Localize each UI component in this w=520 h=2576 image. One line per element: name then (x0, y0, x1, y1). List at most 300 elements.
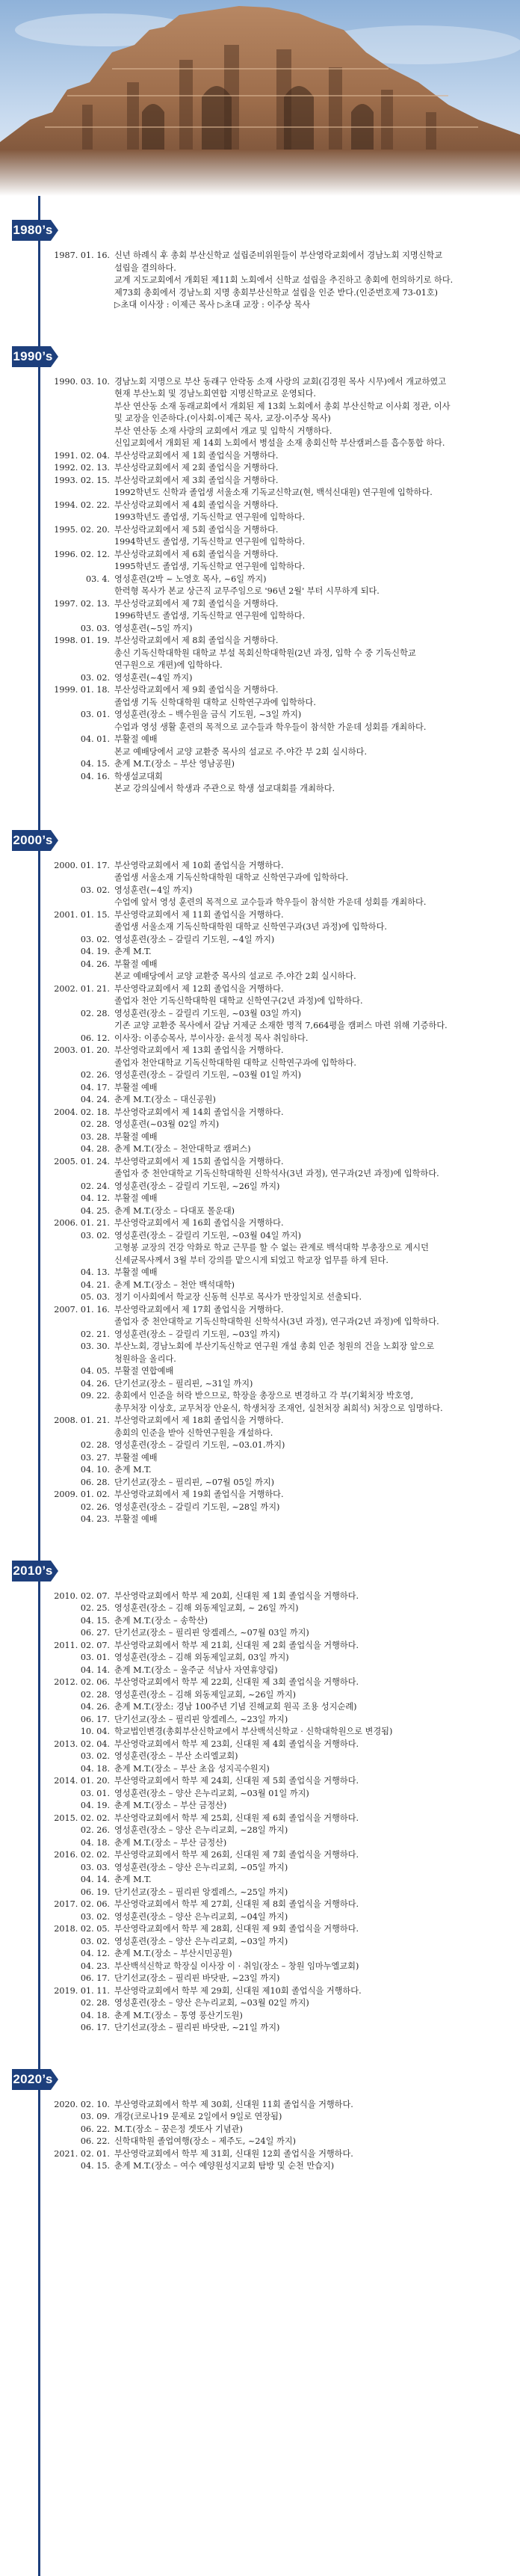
entry-date: 02. 25. (80, 1603, 110, 1613)
entry-text-line: 부활절 예배 (114, 734, 158, 744)
entry-date: 2001. 01. 15. (54, 909, 110, 920)
entry-date: 1990. 03. 10. (54, 376, 110, 387)
history-entry (0, 1045, 520, 1069)
entry-text-line: 연구원으로 개편)에 입학하다. (114, 660, 223, 670)
entry-description (114, 450, 510, 463)
history-entry (0, 1923, 520, 1936)
entry-description (114, 1304, 510, 1329)
entry-date: 2018. 02. 05. (54, 1924, 110, 1934)
entry-text-line: 1993학년도 졸업생, 기독신학교 연구원에 입학하다. (114, 512, 306, 522)
history-entry (0, 1640, 520, 1653)
entry-description (114, 1726, 510, 1739)
entry-date: 04. 18. (80, 1763, 110, 1774)
decade-label: 2000’s (13, 832, 53, 847)
entry-description (114, 1874, 510, 1887)
entry-description (114, 1279, 510, 1292)
history-entry (0, 1119, 520, 1131)
history-entry (0, 1899, 520, 1911)
history-entry (0, 1862, 520, 1875)
entry-date: 2005. 01. 24. (54, 1156, 110, 1166)
entry-text-line: 학생설교대회 (114, 771, 163, 781)
entry-description (114, 1131, 510, 1144)
entry-text-line: 신년 하례식 후 총회 부산신학교 설립준비위원들이 부산영락교회에서 경남노회 지명신학교 (114, 250, 443, 260)
entry-description (114, 1813, 510, 1825)
entry-text-line: 부산영락교회에서 제 15회 졸업식을 거행하다. (114, 1156, 284, 1166)
entry-text-line: 총무처장 이상호, 교무처장 안윤식, 학생처장 조재언, 실천처장 최희석) 처장으로 임명하다. (114, 1403, 443, 1413)
entry-description (114, 1390, 510, 1415)
entry-date: 06. 22. (80, 2136, 110, 2146)
entry-date: 1996. 02. 12. (54, 549, 110, 559)
decade-label: 1990’s (13, 348, 53, 363)
entry-date: 10. 04. (80, 1727, 110, 1736)
history-entry (0, 2148, 520, 2161)
entry-description (114, 1788, 510, 1801)
entry-date: 02. 24. (80, 1181, 110, 1191)
entry-description (114, 2124, 510, 2136)
entry-date: 2016. 02. 02. (54, 1850, 110, 1860)
history-entry (0, 1415, 520, 1439)
entry-description (114, 475, 510, 499)
entry-text-line: 정기 이사회에서 학교장 신동혁 신부로 목사가 만장일치로 선출되다. (114, 1292, 362, 1302)
history-entry (0, 860, 520, 885)
history-entry (0, 1763, 520, 1776)
history-entry (0, 1230, 520, 1267)
entry-description (114, 1156, 510, 1181)
entry-description (114, 1689, 510, 1702)
history-entry (0, 635, 520, 672)
history-entry (0, 1590, 520, 1603)
history-entry (0, 499, 520, 524)
history-entry (0, 1033, 520, 1045)
entry-text-line: 부산노회, 경남노회에 부산기독신학교 연구원 개설 총회 인준 청원의 건을 노회장 앞으로 (114, 1341, 435, 1351)
entry-text-line: 및 교장을 인준하다.(이사회-이제근 목사, 교장-이주상 목사) (114, 414, 331, 423)
history-entry (0, 672, 520, 685)
entry-text-line: 졸업자 중 천안대학교 기독신학대학원 신학석사(3년 과정), 연구과(2년 과정)에 입학하다. (114, 1169, 439, 1178)
decade-badge (10, 829, 60, 852)
decade-header (0, 806, 520, 860)
entry-text-line: 신입교회에서 개회된 제 14회 노회에서 병설을 소재 총회신학 부산캠퍼스를 흡수통합 하다. (114, 438, 445, 448)
history-entry (0, 1739, 520, 1751)
history-entry (0, 1676, 520, 1689)
entry-date: 04. 23. (80, 1514, 110, 1524)
entry-text-line: 영성훈련(장소 – 양산 은누리교회, ~03월 02일 까지) (114, 1998, 309, 2008)
entry-date: 06. 12. (80, 1033, 110, 1043)
entry-date: 1987. 01. 16. (54, 250, 110, 260)
history-entry (0, 1813, 520, 1825)
entry-description (114, 623, 510, 636)
entry-text-line: 부산영락교회에서 학부 제 28회, 신대원 제 9회 졸업식을 거행하다. (114, 1924, 359, 1934)
entry-text-line: 부산영락교회에서 제 16회 졸업식을 거행하다. (114, 1218, 284, 1228)
decade-label: 2010’s (13, 1563, 53, 1578)
history-entry (0, 1501, 520, 1514)
entry-description (114, 1973, 510, 1985)
entry-date: 03. 01. (80, 1788, 110, 1798)
entry-date: 03. 02. (80, 1911, 110, 1922)
entry-text-line: 부산성락교회에서 제 1회 졸업식을 거행하다. (114, 450, 279, 461)
history-entry (0, 2136, 520, 2148)
entry-date: 1993. 02. 15. (54, 475, 110, 485)
entry-date: 2013. 02. 04. (54, 1739, 110, 1749)
entry-text-line: 영성훈련(장소 – 갈릴리 기도원, ~28일 까지) (114, 1501, 280, 1512)
entry-date: 2008. 01. 21. (54, 1415, 110, 1425)
history-timeline (0, 196, 520, 2183)
history-entry (0, 1948, 520, 1961)
entry-description (114, 1961, 510, 1973)
history-entry (0, 1205, 520, 1218)
history-entry (0, 1193, 520, 1205)
entry-date: 02. 26. (80, 1501, 110, 1512)
history-entry (0, 1291, 520, 1304)
entry-text-line: 부산성락교회에서 제 7회 졸업식을 거행하다. (114, 598, 279, 609)
entry-text-line: 본교 예배당에서 교양 교환중 목사의 설교로 주.야간 부 2회 실시하다. (114, 746, 368, 757)
entry-description (114, 934, 510, 947)
entry-description (114, 1676, 510, 1689)
entry-text-line: 춘계 M.T.(장소 – 부산 금정산) (114, 1801, 227, 1810)
history-entry (0, 1911, 520, 1924)
entry-description (114, 1415, 510, 1439)
entry-text-line: 부산성락교회에서 제 6회 졸업식을 거행하다. (114, 549, 279, 559)
entry-date: 1995. 02. 20. (54, 524, 110, 535)
entry-text-line: 영성훈련(~5일 까지) (114, 623, 193, 633)
entry-text-line: 춘계 M.T.(장소: 경남 100주년 기념 진해교회 원곡 조용 성지순례) (114, 1702, 357, 1712)
entry-text-line: 부산영락교회에서 제 12회 졸업식을 거행하다. (114, 983, 284, 994)
history-entry (0, 1602, 520, 1615)
entry-description (114, 1887, 510, 1899)
decade-entries (0, 250, 520, 322)
entry-text-line: 부산성락교회에서 제 4회 졸업식을 거행하다. (114, 499, 279, 510)
entry-date: 2000. 01. 17. (54, 860, 110, 870)
entry-text-line: 단기선교(장소 – 필리핀 바닷판, ~21일 까지) (114, 2023, 280, 2032)
entry-description (114, 1439, 510, 1452)
entry-description (114, 1652, 510, 1664)
entry-text-line: 본교 강의실에서 학생과 주관으로 학생 설교대회를 개최하다. (114, 784, 335, 793)
entry-date: 06. 22. (80, 2124, 110, 2134)
entry-description (114, 1615, 510, 1628)
history-entry (0, 1800, 520, 1813)
entry-description (114, 1862, 510, 1875)
entry-description (114, 250, 510, 312)
decade-section (0, 806, 520, 1537)
decade-badge (10, 1559, 60, 1583)
entry-text-line: 영성훈련(장소 – 김해 외동제일교회, ~ 26일 까지) (114, 1603, 299, 1613)
entry-description (114, 598, 510, 623)
entry-description (114, 1849, 510, 1862)
entry-text-line: 영성훈련(2박 ~ 노영호 목사, ~6일 까지) (114, 574, 267, 584)
entry-text-line: 영성훈련(장소 – 갈릴리 기도원, ~03월 01일 까지) (114, 1070, 301, 1080)
decade-section (0, 322, 520, 806)
entry-date: 02. 26. (80, 1070, 110, 1080)
entry-description (114, 1181, 510, 1193)
entry-text-line: 졸업자 천안 기독신학대학원 대학교 신학연구(2년 과정)에 입학하다. (114, 996, 363, 1006)
entry-date: 1998. 01. 19. (54, 636, 110, 645)
entry-text-line: 부산 연산동 소재 사랑의 교회에서 개교 및 입학식 거행하다. (114, 425, 332, 436)
entry-text-line: 현재 부산노회 및 경남노회연합 지명신학교로 운영되다. (114, 389, 316, 399)
entry-date: 02. 28. (80, 1119, 110, 1129)
entry-description (114, 1513, 510, 1526)
history-entry (0, 1341, 520, 1365)
entry-description (114, 1948, 510, 1961)
entry-text-line: 고형봉 교장의 건강 악화로 학교 근무를 할 수 없는 관계로 백석대학 부총장으로 계시던 (114, 1243, 429, 1252)
entry-text-line: 춘계 M.T.(장소 – 부산 금정산) (114, 1837, 227, 1848)
entry-date: 03. 27. (80, 1452, 110, 1463)
entry-date: 2009. 01. 02. (54, 1490, 110, 1499)
entry-date: 03. 03. (80, 623, 110, 633)
history-entry (0, 450, 520, 463)
entry-description (114, 1489, 510, 1501)
history-entry (0, 1477, 520, 1490)
entry-description (114, 1911, 510, 1924)
entry-date: 04. 26. (80, 959, 110, 969)
entry-description (114, 959, 510, 983)
history-entry (0, 1452, 520, 1465)
history-entry (0, 1837, 520, 1850)
entry-text-line: 단기선교(장소 – 필리핀 앙겔레스, ~23일 까지) (114, 1714, 288, 1724)
entry-text-line: 학교법인변경(총회부산신학교에서 부산백석신학교 · 신학대학원으로 변경됨) (114, 1727, 393, 1736)
history-entry (0, 1973, 520, 1985)
decade-section (0, 2045, 520, 2183)
entry-text-line: 춘계 M.T.(장소 – 여수 예양원성지교회 탐방 및 순천 만습지) (114, 2161, 335, 2171)
entry-text-line: 부산영락교회에서 학부 제 23회, 신대원 제 4회 졸업식을 거행하다. (114, 1739, 359, 1749)
entry-text-line: 부활절 예배 (114, 1193, 158, 1203)
entry-date: 2007. 01. 16. (54, 1304, 110, 1315)
entry-text-line: 부산성락교회에서 제 3회 졸업식을 거행하다. (114, 475, 279, 485)
entry-date: 04. 23. (80, 1961, 110, 1971)
entry-text-line: 졸업생 서울소재 기독신학대학원 대학교 신학연구과(3년 과정)에 입학하다. (114, 922, 387, 932)
entry-date: 04. 28. (80, 1144, 110, 1154)
history-entry (0, 1464, 520, 1477)
entry-text-line: 부산영락교회에서 제 13회 졸업식을 거행하다. (114, 1045, 284, 1055)
entry-date: 02. 26. (80, 1825, 110, 1835)
entry-text-line: 부산성락교회에서 제 5회 졸업식을 거행하다. (114, 524, 279, 535)
entry-text-line: 춘계 M.T.(장소 – 천안대학교 캠퍼스) (114, 1144, 251, 1154)
entry-date: 05. 03. (80, 1292, 110, 1302)
entry-description (114, 1750, 510, 1763)
entry-date: 09. 22. (80, 1391, 110, 1401)
entry-text-line: 청원하을 올리다. (114, 1353, 176, 1364)
history-entry (0, 376, 520, 450)
decade-badge (10, 345, 60, 369)
hero-banner-image (0, 0, 520, 196)
entry-text-line: 부산성락교회에서 제 9회 졸업식을 거행하다. (114, 685, 279, 695)
history-entry (0, 574, 520, 598)
entry-description (114, 1739, 510, 1751)
entry-text-line: 춘계 M.T.(장소 – 부산시민공원) (114, 1949, 232, 1958)
entry-description (114, 1477, 510, 1490)
entry-description (114, 1291, 510, 1304)
decade-section (0, 196, 520, 322)
entry-text-line: 영성훈련(장소 – 갈릴리 기도원, ~03월 03일 까지) (114, 1008, 301, 1018)
entry-text-line: 춘계 M.T.(장소 – 송학산) (114, 1615, 208, 1626)
history-entry (0, 1726, 520, 1739)
history-entry (0, 909, 520, 934)
entry-description (114, 1365, 510, 1378)
entry-date: 03. 02. (80, 1936, 110, 1946)
entry-text-line: 영성훈련(장소 – 김해 외동제일교회, 03일 까지) (114, 1653, 289, 1662)
entry-date: 03. 02. (80, 1751, 110, 1761)
entry-date: 02. 21. (80, 1329, 110, 1339)
history-entry (0, 598, 520, 623)
entry-text-line: 부산 연산동 소재 동래교회에서 개회된 제 13회 노회에서 총회 부산신학교 이사회 정관, 이사 (114, 401, 451, 411)
history-entry (0, 1652, 520, 1664)
entry-description (114, 1899, 510, 1911)
entry-text-line: 춘계 M.T.(장소 – 울주군 석남사 자연휴양림) (114, 1664, 278, 1675)
entry-description (114, 909, 510, 934)
history-entry (0, 462, 520, 475)
entry-description (114, 524, 510, 549)
entry-text-line: 춘계 M.T. (114, 1875, 152, 1884)
entry-text-line: 부산백석신학교 학장실 이사장 이 · 취임(장소 – 창원 임마누엘교회) (114, 1961, 359, 1971)
entry-description (114, 684, 510, 709)
entry-text-line: 단기선교(장소 – 필리핀, ~31일 까지) (114, 1378, 253, 1389)
entry-date: 2021. 02. 01. (54, 2148, 110, 2159)
entry-description (114, 499, 510, 524)
entry-description (114, 2148, 510, 2161)
entry-description (114, 1230, 510, 1267)
entry-description (114, 1217, 510, 1230)
entry-date: 04. 17. (80, 1082, 110, 1092)
entry-date: 04. 19. (80, 1801, 110, 1810)
entry-text-line: 부산성락교회에서 제 8회 졸업식을 거행하다. (114, 636, 279, 645)
entry-text-line: 부산영락교회에서 제 17회 졸업식을 거행하다. (114, 1304, 284, 1315)
entry-date: 04. 10. (80, 1465, 110, 1475)
entry-text-line: 졸업생 기독 신학대학원 대학교 신학연구과에 입학하다. (114, 697, 316, 707)
entry-date: 03. 4. (85, 574, 110, 584)
history-entry (0, 1304, 520, 1329)
entry-description (114, 1701, 510, 1714)
entry-text-line: 영성훈련(장소 – 갈릴리 기도원, ~03월 04일 까지) (114, 1230, 301, 1241)
entry-description (114, 1664, 510, 1677)
entry-text-line: 부산영락교회에서 학부 제 27회, 신대원 제 8회 졸업식을 거행하다. (114, 1899, 359, 1909)
entry-description (114, 758, 510, 771)
entry-date: 2006. 01. 21. (54, 1218, 110, 1228)
entry-text-line: 부활절 예배 (114, 1082, 158, 1092)
entry-text-line: 졸업자 천안대학교 기독신학대학원 대학교 신학연구과에 입학하다. (114, 1057, 356, 1068)
entry-text-line: 부활절 예배 (114, 1514, 158, 1524)
entry-date: 04. 25. (80, 1205, 110, 1216)
entry-date: 04. 01. (80, 734, 110, 744)
history-entry (0, 1701, 520, 1714)
history-entry (0, 1825, 520, 1837)
entry-text-line: 춘계 M.T.(장소 – 대신공원) (114, 1095, 216, 1104)
entry-description (114, 1341, 510, 1365)
entry-date: 04. 14. (80, 1664, 110, 1675)
history-entry (0, 1107, 520, 1119)
entry-description (114, 1775, 510, 1788)
history-entry (0, 1489, 520, 1501)
history-entry (0, 1181, 520, 1193)
entry-text-line: ▷초대 이사장 : 이제근 목사 ▷초대 교장 : 이주상 목사 (114, 300, 311, 310)
entry-text-line: 교계 지도교회에서 개회된 제11회 노회에서 신학교 설립을 추진하고 총회에 헌의하기로 하다. (114, 275, 454, 285)
entry-description (114, 983, 510, 1008)
history-entry (0, 549, 520, 574)
entry-text-line: 영성훈련(장소 – 갈릴리 기도원, ~4일 까지) (114, 934, 275, 944)
entry-date: 2011. 02. 07. (54, 1640, 110, 1650)
history-entry (0, 1997, 520, 2010)
entry-date: 04. 12. (80, 1193, 110, 1203)
entry-date: 06. 27. (80, 1628, 110, 1638)
history-entry (0, 2099, 520, 2112)
history-entry (0, 1094, 520, 1107)
history-entry (0, 771, 520, 796)
entry-text-line: 총회의 인준을 받아 신학연구원을 개설하다. (114, 1427, 273, 1438)
history-entry (0, 1069, 520, 1082)
entry-description (114, 1763, 510, 1776)
entry-text-line: 단기선교(장소 – 필리핀, ~07월 05일 까지) (114, 1477, 274, 1487)
decade-badge (10, 2068, 60, 2091)
entry-text-line: 한력형 목사가 본교 상근직 교무주임으로 '96년 2월' 부터 시무하게 되다. (114, 586, 380, 596)
entry-date: 04. 13. (80, 1267, 110, 1277)
decade-header (0, 196, 520, 250)
history-entry (0, 934, 520, 947)
entry-date: 03. 01. (80, 1653, 110, 1662)
entry-text-line: 경남노회 지명으로 부산 동래구 안락동 소재 사랑의 교회(김경원 목사 시무)에서 개교하였고 (114, 376, 447, 387)
entry-text-line: 부활절 연합예배 (114, 1366, 174, 1376)
history-entry (0, 2111, 520, 2124)
entry-description (114, 1800, 510, 1813)
history-entry (0, 1279, 520, 1292)
entry-text-line: 부활절 예배 (114, 1452, 158, 1463)
history-entry (0, 946, 520, 959)
entry-description (114, 771, 510, 796)
history-entry (0, 1664, 520, 1677)
entry-description (114, 1033, 510, 1045)
entry-text-line: 신세균목사께서 3월 부터 강의를 맡으시게 되었고 학교장 업무를 하게 된다. (114, 1255, 389, 1265)
entry-date: 04. 19. (80, 947, 110, 956)
entry-text-line: 부산영락교회에서 제 18회 졸업식을 거행하다. (114, 1415, 284, 1425)
entry-description (114, 1936, 510, 1949)
entry-description (114, 462, 510, 475)
entry-date: 03. 30. (80, 1341, 110, 1351)
entry-date: 1997. 02. 13. (54, 598, 110, 609)
history-entry (0, 1985, 520, 1998)
entry-date: 1991. 02. 04. (54, 450, 110, 461)
entry-description (114, 1464, 510, 1477)
entry-date: 2002. 01. 21. (54, 983, 110, 994)
entry-text-line: 부산영락교회에서 학부 제 24회, 신대원 제 5회 졸업식을 거행하다. (114, 1776, 359, 1786)
entry-text-line: 춘계 M.T. (114, 1465, 152, 1475)
decade-label: 1980’s (13, 223, 53, 237)
history-entry (0, 2010, 520, 2023)
decade-section (0, 1537, 520, 2045)
entry-text-line: 신학대학원 졸업여행(장소 – 제주도, ~24일 까지) (114, 2136, 296, 2146)
entry-text-line: 부산영락교회에서 제 14회 졸업식을 거행하다. (114, 1107, 284, 1117)
entry-description (114, 1119, 510, 1131)
entry-text-line: 부산영락교회에서 제 11회 졸업식을 거행하다. (114, 909, 284, 920)
entry-date: 02. 28. (80, 1008, 110, 1018)
entry-date: 2019. 01. 11. (54, 1985, 110, 1996)
entry-description (114, 1082, 510, 1095)
entry-text-line: 수업에 앞서 영성 훈련의 목적으로 교수들과 학우들이 참석한 가운데 성회를 개최하다. (114, 897, 427, 907)
history-entry (0, 1156, 520, 1181)
history-entry (0, 623, 520, 636)
entry-date: 2020. 02. 10. (54, 2099, 110, 2109)
entry-date: 04. 26. (80, 1702, 110, 1712)
history-entry (0, 885, 520, 909)
entry-text-line: 영성훈련(장소 – 양산 은누리교회, ~03월 01일 까지) (114, 1788, 309, 1798)
entry-description (114, 1923, 510, 1936)
history-entry (0, 1365, 520, 1378)
entry-description (114, 1985, 510, 1998)
entry-description (114, 1205, 510, 1218)
history-entry (0, 250, 520, 312)
entry-text-line: 부산영락교회에서 학부 제 20회, 신대원 제 1회 졸업식을 거행하다. (114, 1590, 359, 1601)
entry-date: 06. 28. (80, 1477, 110, 1487)
entry-text-line: 1995학년도 졸업생, 기독신학교 연구원에 입학하다. (114, 562, 306, 571)
entry-text-line: 부산영락교회에서 제 19회 졸업식을 거행하다. (114, 1490, 284, 1499)
entry-description (114, 1837, 510, 1850)
entry-description (114, 1825, 510, 1837)
history-entry (0, 1267, 520, 1279)
